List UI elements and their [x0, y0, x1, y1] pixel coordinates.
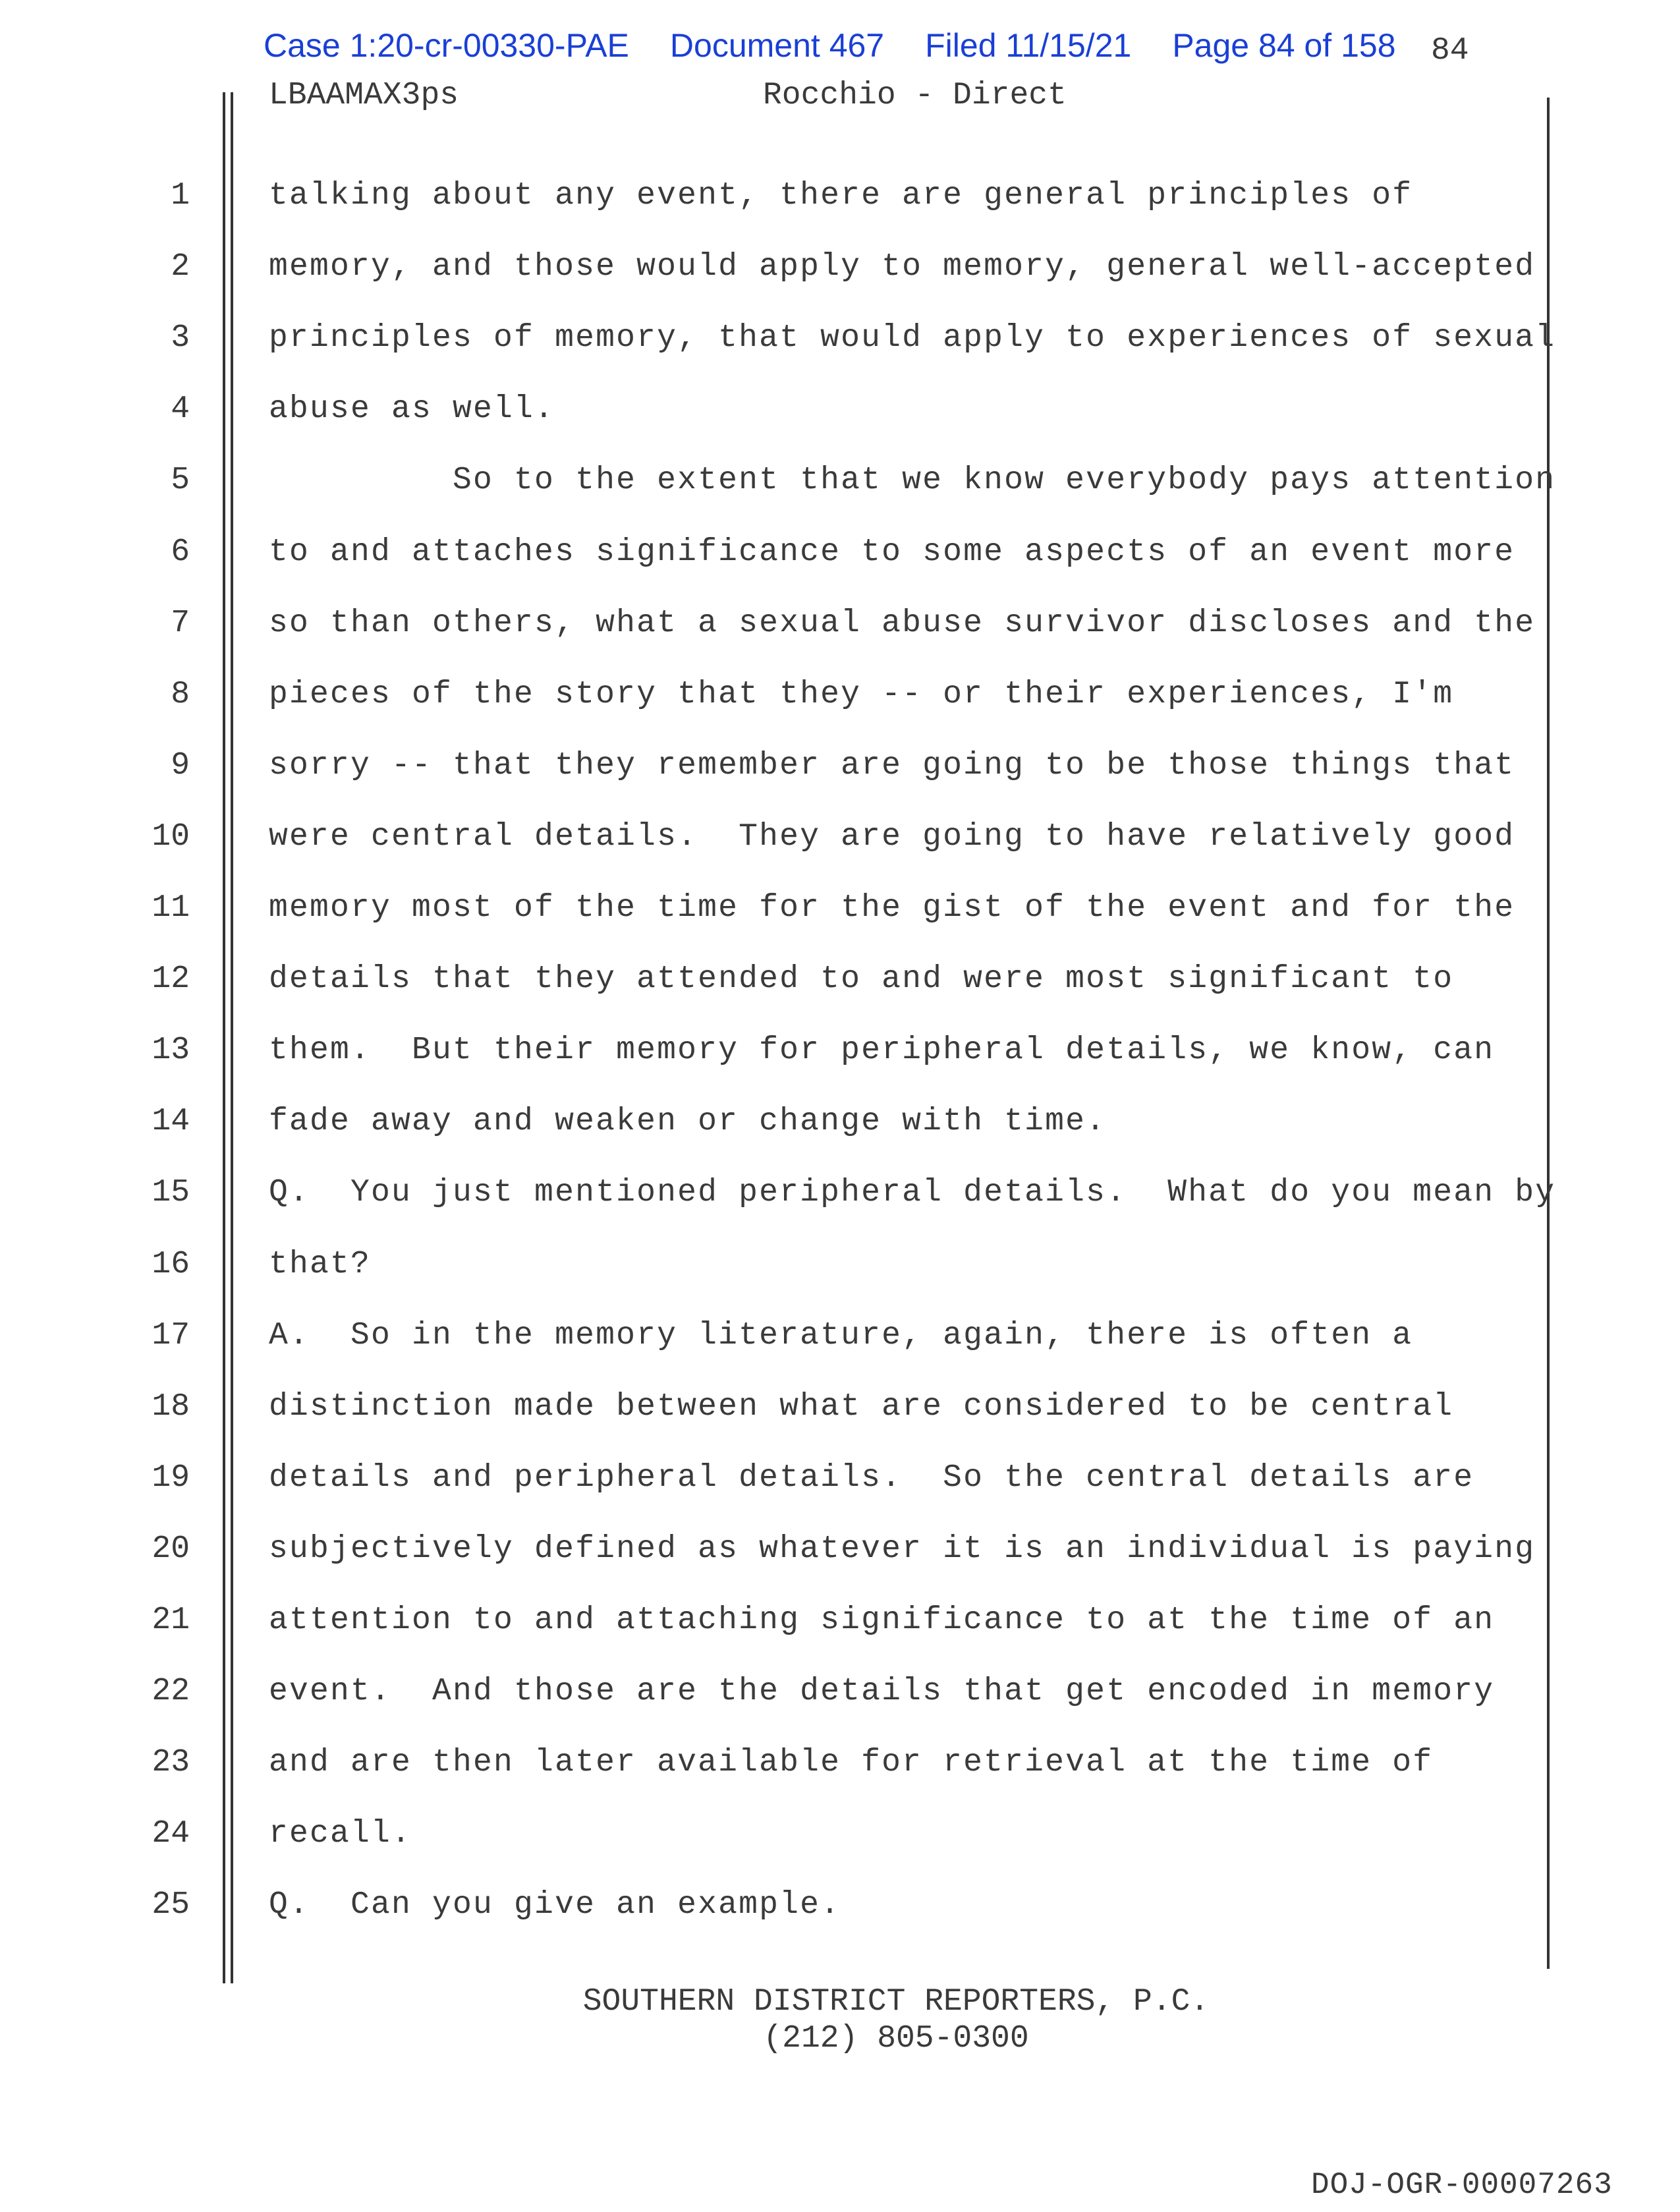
transcript-line: attention to and attaching significance to at the time of an — [269, 1602, 1495, 1638]
reporter-phone: (212) 805-0300 — [763, 2021, 1029, 2056]
line-number: 23 — [152, 1745, 190, 1780]
transcript-line: fade away and weaken or change with time. — [269, 1104, 1107, 1139]
line-number: 13 — [152, 1033, 190, 1068]
transcript-line: details that they attended to and were most significant to — [269, 961, 1454, 997]
transcript-line: details and peripheral details. So the central details are — [269, 1460, 1474, 1496]
line-number: 1 — [171, 178, 190, 213]
transcript-line: A. So in the memory literature, again, there is often a — [269, 1318, 1413, 1353]
ecf-filed-date: Filed 11/15/21 — [925, 27, 1132, 64]
line-number: 4 — [171, 391, 190, 427]
transcript-line: to and attaches significance to some aspects of an event more — [269, 534, 1515, 570]
line-number: 25 — [152, 1887, 190, 1923]
transcript-line: so than others, what a sexual abuse survivor discloses and the — [269, 606, 1536, 641]
transcript-line: and are then later available for retrieval at the time of — [269, 1745, 1434, 1780]
line-number: 7 — [171, 606, 190, 641]
ecf-document-number: Document 467 — [669, 27, 885, 64]
line-number: 15 — [152, 1175, 190, 1210]
line-number: 12 — [152, 961, 190, 997]
ecf-case-number: Case 1:20-cr-00330-PAE — [264, 27, 629, 64]
transcript-section-title: Rocchio - Direct — [763, 78, 1067, 113]
transcript-line: talking about any event, there are general principles of — [269, 178, 1413, 213]
transcript-line: So to the extent that we know everybody pays attention — [269, 463, 1556, 498]
line-number: 24 — [152, 1816, 190, 1852]
transcript-line: recall. — [269, 1816, 412, 1852]
line-number: 10 — [152, 819, 190, 855]
transcript-page-number: 84 — [1431, 33, 1469, 69]
transcript-line: Q. Can you give an example. — [269, 1887, 841, 1923]
line-number: 3 — [171, 320, 190, 356]
ecf-filing-header — [264, 26, 1411, 65]
line-number: 16 — [152, 1247, 190, 1282]
transcript-line: that? — [269, 1247, 372, 1282]
transcript-line: Q. You just mentioned peripheral details. What do you mean by — [269, 1175, 1556, 1210]
transcript-line: pieces of the story that they -- or their experiences, I'm — [269, 677, 1454, 712]
ecf-page-count: Page 84 of 158 — [1172, 27, 1396, 64]
right-margin-rule — [1547, 98, 1550, 1969]
transcript-line: them. But their memory for peripheral details, we know, can — [269, 1033, 1495, 1068]
transcript-line: subjectively defined as whatever it is an individual is paying — [269, 1531, 1536, 1567]
line-number: 20 — [152, 1531, 190, 1567]
transcript-line: were central details. They are going to have relatively good — [269, 819, 1515, 855]
line-number: 22 — [152, 1674, 190, 1709]
line-number: 9 — [171, 748, 190, 783]
line-number: 14 — [152, 1104, 190, 1139]
line-number: 17 — [152, 1318, 190, 1353]
transcript-line: event. And those are the details that get encoded in memory — [269, 1674, 1495, 1709]
line-number: 6 — [171, 534, 190, 570]
line-number: 18 — [152, 1389, 190, 1425]
transcript-file-code: LBAAMAX3ps — [269, 78, 459, 113]
court-reporter-footer — [0, 1983, 1680, 2057]
bates-number: DOJ-OGR-00007263 — [1311, 2168, 1613, 2202]
line-number: 21 — [152, 1602, 190, 1638]
reporter-name: SOUTHERN DISTRICT REPORTERS, P.C. — [582, 1984, 1210, 2020]
transcript-line: abuse as well. — [269, 391, 555, 427]
line-number: 19 — [152, 1460, 190, 1496]
line-number: 11 — [152, 890, 190, 926]
transcript-line: memory most of the time for the gist of the event and for the — [269, 890, 1515, 926]
left-margin-rule-inner — [231, 92, 233, 1983]
line-number: 5 — [171, 463, 190, 498]
transcript-line: distinction made between what are considered to be central — [269, 1389, 1454, 1425]
left-margin-rule-outer — [223, 92, 225, 1983]
line-number: 2 — [171, 249, 190, 285]
transcript-line: memory, and those would apply to memory, general well-accepted — [269, 249, 1536, 285]
transcript-line: sorry -- that they remember are going to be those things that — [269, 748, 1515, 783]
line-number: 8 — [171, 677, 190, 712]
transcript-line: principles of memory, that would apply to experiences of sexual — [269, 320, 1556, 356]
